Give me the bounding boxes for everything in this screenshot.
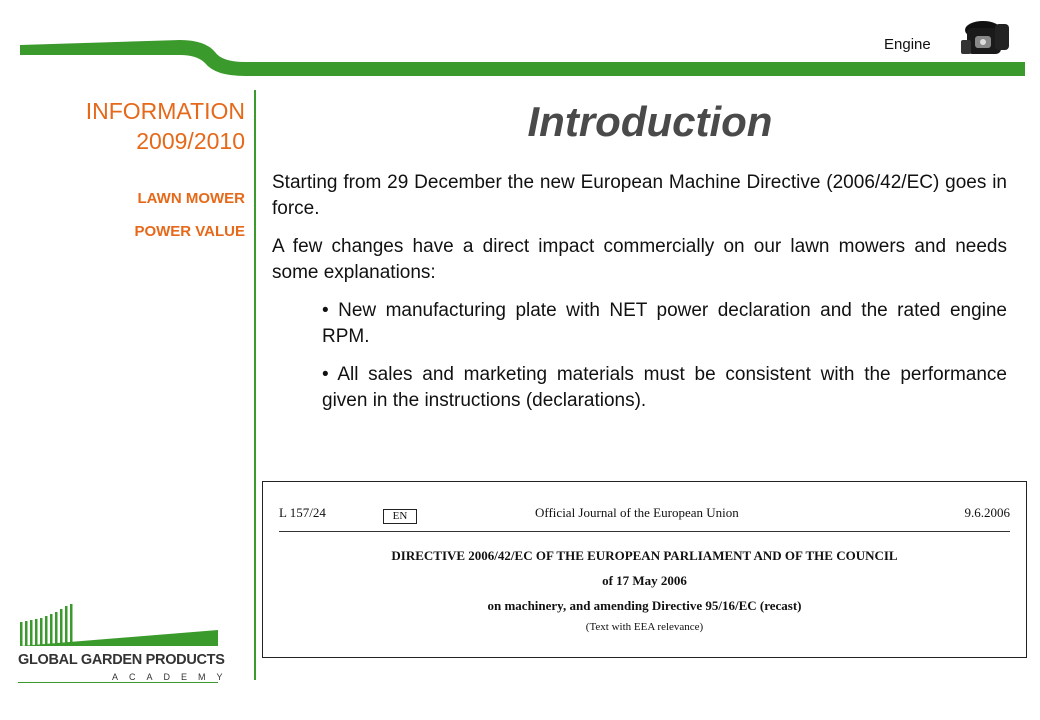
header-rule: [279, 531, 1010, 532]
info-title-line1: INFORMATION: [85, 98, 245, 124]
directive-title-block: [263, 548, 1026, 633]
logo-wordmark: GLOBAL GARDEN PRODUCTS: [18, 652, 225, 668]
directive-subject: on machinery, and amending Directive 95/16/EC (recast): [487, 598, 802, 613]
topic-list: [134, 190, 245, 256]
topic-power-value: POWER VALUE: [134, 223, 245, 240]
paragraph: Starting from 29 December the new European Machine Directive (2006/42/EC) goes in force.: [272, 172, 1007, 219]
topic-lawn-mower: LAWN MOWER: [137, 190, 245, 207]
directive-title: DIRECTIVE 2006/42/EC OF THE EUROPEAN PARLIAMENT AND OF THE COUNCIL: [391, 548, 898, 563]
bullet-item: • New manufacturing plate with NET power declaration and the rated engine RPM.: [322, 300, 1007, 347]
journal-excerpt: [262, 481, 1027, 658]
section-label: Engine: [884, 36, 931, 53]
logo-tagline: ACADEMY: [112, 672, 234, 682]
directive-date: of 17 May 2006: [602, 573, 687, 588]
directive-relevance: (Text with EEA relevance): [585, 621, 704, 633]
journal-name: Official Journal of the European Union: [535, 505, 739, 520]
info-title: [86, 96, 245, 156]
paragraph: A few changes have a direct impact commercially on our lawn mowers and needs some explanations:: [272, 236, 1007, 283]
vertical-divider: [254, 90, 256, 680]
language-badge: EN: [383, 509, 417, 524]
journal-reference: L 157/24: [279, 505, 326, 520]
bullet-item: • All sales and marketing materials must be consistent with the performance given in the instructions (declarations).: [322, 364, 1007, 411]
body-text: [272, 170, 1007, 426]
page-title: Introduction: [527, 98, 773, 145]
engine-icon: [955, 14, 1011, 64]
info-title-line2: 2009/2010: [136, 128, 245, 154]
journal-date: 9.6.2006: [964, 505, 1010, 520]
